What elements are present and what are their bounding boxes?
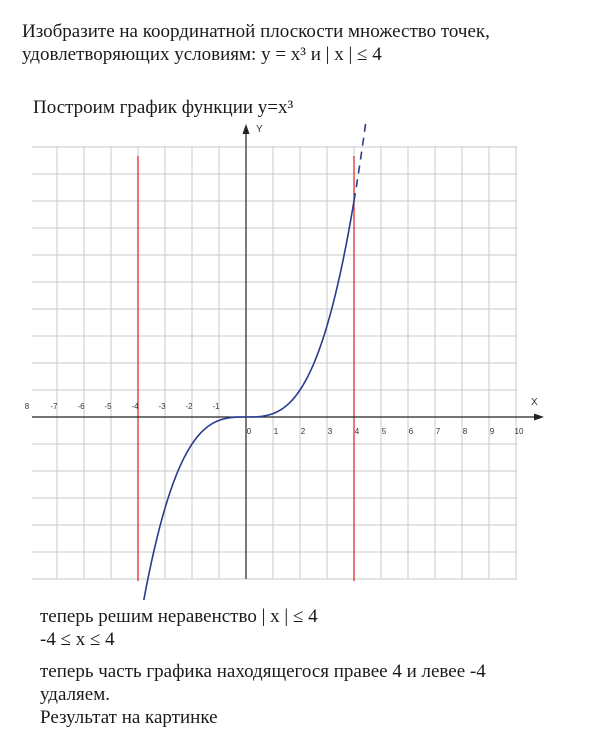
axes [32, 124, 544, 579]
x-tick-label: -7 [50, 402, 58, 411]
x-tick-label: -3 [158, 402, 166, 411]
x-tick-label: 4 [354, 427, 360, 436]
curve-dashed-segment [354, 118, 404, 201]
x-tick-label: -6 [77, 402, 85, 411]
curve [103, 118, 404, 600]
x-tick-labels [25, 402, 524, 436]
x-axis-label: X [531, 397, 538, 408]
cubic-function-graph [0, 118, 616, 600]
x-tick-label: 6 [408, 427, 414, 436]
graph-heading: Построим график функции y=x³ [33, 97, 294, 118]
y-axis-arrow [243, 124, 250, 134]
result-text: Результат на картинке [40, 707, 218, 728]
x-tick-label: 2 [300, 427, 306, 436]
x-axis-arrow [534, 414, 544, 421]
x-tick-label: 9 [489, 427, 495, 436]
x-tick-label: 7 [435, 427, 441, 436]
x-tick-label: -4 [131, 402, 139, 411]
y-axis-label: Y [256, 124, 263, 135]
x-tick-label: 3 [327, 427, 333, 436]
x-tick-label: 8 [24, 402, 30, 411]
x-tick-label: 1 [273, 427, 279, 436]
step-inequality-text: теперь решим неравенство | x | ≤ 4 [40, 606, 318, 627]
problem-statement-line-2: удовлетворяющих условиям: y = x³ и | x | ≤ 4 [22, 44, 382, 65]
x-tick-label: 0 [246, 427, 252, 436]
x-tick-label: 10 [514, 427, 524, 436]
x-tick-label: -2 [185, 402, 193, 411]
step-remove-text-line-1: теперь часть графика находящегося правее 4 и левее -4 [40, 661, 486, 682]
step-interval-text: -4 ≤ x ≤ 4 [40, 629, 115, 650]
x-tick-label: -1 [212, 402, 220, 411]
step-remove-text-line-2: удаляем. [40, 684, 110, 705]
x-tick-label: 5 [381, 427, 387, 436]
x-tick-label: -5 [104, 402, 112, 411]
grid [32, 146, 517, 579]
x-tick-label: 8 [462, 427, 468, 436]
problem-statement-line-1: Изобразите на координатной плоскости множество точек, [22, 21, 490, 42]
